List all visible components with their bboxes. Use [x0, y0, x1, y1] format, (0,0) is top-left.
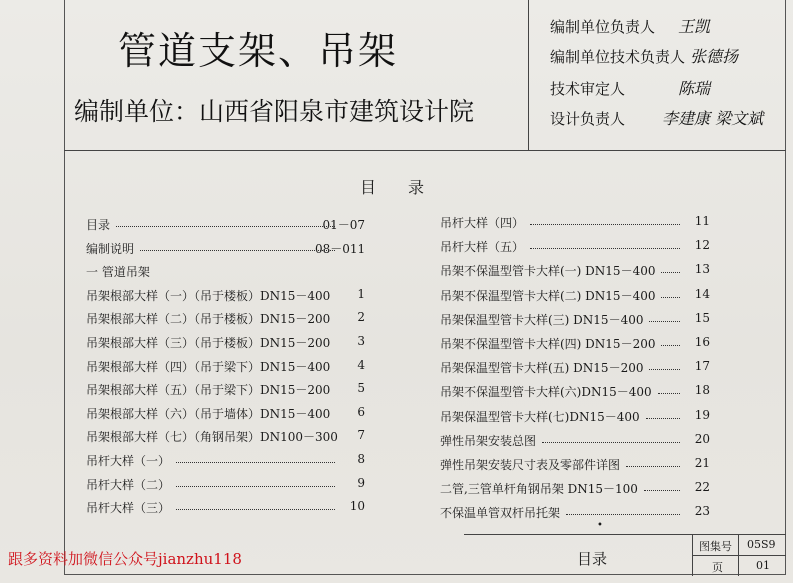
toc-entry-page: 23 [694, 504, 710, 519]
toc-leader-dots [176, 509, 335, 510]
toc-leader-dots [649, 321, 680, 322]
signature: 王凯 [678, 17, 711, 36]
page-label: 页 [712, 561, 723, 574]
toc-entry-page: 19 [694, 407, 710, 422]
toc-leader-dots [661, 297, 680, 298]
toc-heading: 目录 [360, 178, 457, 197]
toc-entry-name: 编制说明 [86, 241, 135, 256]
toc-entry-page: 6 [357, 404, 365, 419]
responsible-label: 编制单位技术负责人 [550, 48, 686, 66]
toc-entry-name: 吊架不保温型管卡大样(二) DN15－400 [440, 288, 656, 303]
toc-entry-name: 不保温单管双杆吊托架 [440, 506, 561, 521]
toc-entry-name: 吊架保温型管卡大样(三) DN15－400 [440, 312, 644, 327]
toc-leader-dots [176, 462, 335, 463]
toc-entry-page: 10 [349, 499, 365, 514]
toc-leader-dots [566, 514, 680, 515]
responsible-row [550, 76, 710, 99]
responsible-label: 技术审定人 [550, 80, 626, 98]
document-title: 管道支架、吊架 [118, 29, 399, 73]
toc-entry-name: 吊架根部大样（七）（角钢吊架）DN100－300 [86, 430, 338, 445]
toc-leader-dots [116, 226, 335, 227]
toc-entry-name: 弹性吊架安装尺寸表及零部件详图 [440, 458, 621, 472]
toc-leader-dots [644, 490, 680, 491]
toc-leader-dots [646, 418, 680, 419]
responsible-row [550, 14, 710, 37]
toc-leader-dots [530, 248, 680, 249]
toc-leader-dots [140, 250, 335, 251]
toc-entry-page: 22 [694, 480, 710, 495]
toc-leader-dots [542, 442, 680, 443]
toc-entry-page: 01－07 [322, 218, 365, 232]
toc-entry-name: 吊杆大样（一） [86, 454, 171, 468]
compiling-unit: 编制单位：山西省阳泉市建筑设计院 [74, 97, 475, 126]
toc-leader-dots [658, 393, 680, 394]
responsible-row [550, 106, 763, 129]
header-vertical-divider [528, 0, 529, 150]
toc-leader-dots [626, 466, 680, 467]
toc-entry-name: 吊架保温型管卡大样(七)DN15－400 [440, 409, 640, 424]
toc-entry-name: 一 管道吊架 [86, 265, 150, 280]
toc-entry-page: 20 [694, 431, 710, 446]
toc-entry-page: 9 [357, 475, 365, 490]
toc-entry-page: 17 [694, 359, 710, 374]
page-value: 01 [756, 559, 770, 572]
toc-entry-name: 二管,三管单杆角钢吊架 DN15－100 [440, 482, 638, 497]
toc-entry-page: 18 [694, 383, 710, 398]
mark: • [597, 520, 603, 531]
toc-leader-dots [661, 345, 680, 346]
toc-entry-name: 弹性吊架安装总图 [440, 433, 537, 448]
atlas-value: 05S9 [747, 538, 776, 551]
toc-leader-dots [176, 486, 335, 487]
atlas-label: 图集号 [699, 540, 732, 553]
toc-entry-page: 15 [694, 310, 710, 325]
toc-entry-page: 3 [357, 334, 365, 348]
toc-entry-page: 5 [357, 381, 365, 396]
toc-leader-dots [649, 369, 680, 370]
toc-entry-name: 吊架根部大样（二）（吊于楼板）DN15－200 [86, 312, 331, 327]
footer-title: 目录 [577, 550, 608, 568]
toc-entry-page: 08－011 [315, 241, 366, 256]
toc-entry-name: 吊架根部大样（五）（吊于梁下）DN15－200 [86, 383, 331, 398]
watermark-text: 跟多资料加微信公众号jianzhu118 [8, 550, 242, 568]
toc-entry-name: 吊架根部大样（六）（吊于墙体）DN15－400 [86, 406, 331, 421]
toc-entry-page: 21 [694, 456, 710, 470]
toc-entry-name: 吊架根部大样（四）（吊于梁下）DN15－400 [86, 359, 331, 374]
signature: 张德扬 [690, 47, 739, 66]
responsible-row [550, 44, 738, 67]
responsible-label: 编制单位负责人 [550, 18, 656, 36]
toc-entry-page: 12 [694, 238, 710, 253]
title-block [464, 534, 786, 576]
toc-entry-name: 吊杆大样（三） [86, 501, 171, 516]
toc-entry-page: 13 [694, 262, 710, 277]
toc-entry-page: 2 [357, 310, 365, 325]
toc-entry-name: 吊架根部大样（一）（吊于楼板）DN15－400 [86, 288, 331, 303]
toc-entry-page: 11 [694, 214, 710, 228]
toc-entry-page: 7 [357, 428, 365, 443]
toc-entry-name: 吊杆大样（五） [440, 240, 525, 255]
signature: 李建康 梁文斌 [662, 109, 764, 128]
toc-entry-name: 吊杆大样（四） [440, 216, 525, 230]
toc-leader-dots [530, 224, 680, 225]
toc-entry-name: 吊架保温型管卡大样(五) DN15－200 [440, 361, 644, 376]
toc-entry-name: 吊架根部大样（三）（吊于楼板）DN15－200 [86, 336, 331, 350]
toc-entry-name: 吊架不保温型管卡大样(六)DN15－400 [440, 385, 652, 400]
toc-entry-name: 吊架不保温型管卡大样(四) DN15－200 [440, 337, 656, 351]
toc-entry-name: 吊杆大样（二） [86, 477, 171, 492]
responsible-label: 设计负责人 [550, 110, 626, 128]
toc-entry-page: 4 [357, 357, 365, 372]
signature: 陈瑞 [678, 79, 711, 98]
header-divider [64, 150, 786, 151]
toc-entry-name: 吊架不保温型管卡大样(一) DN15－400 [440, 264, 656, 279]
toc-entry-page: 8 [357, 452, 365, 466]
toc-entry-page: 1 [357, 286, 365, 301]
toc-entry-page: 14 [694, 286, 710, 301]
toc-entry-name: 目录 [86, 218, 111, 232]
toc-entry-page: 16 [694, 335, 710, 349]
toc-leader-dots [661, 272, 680, 273]
